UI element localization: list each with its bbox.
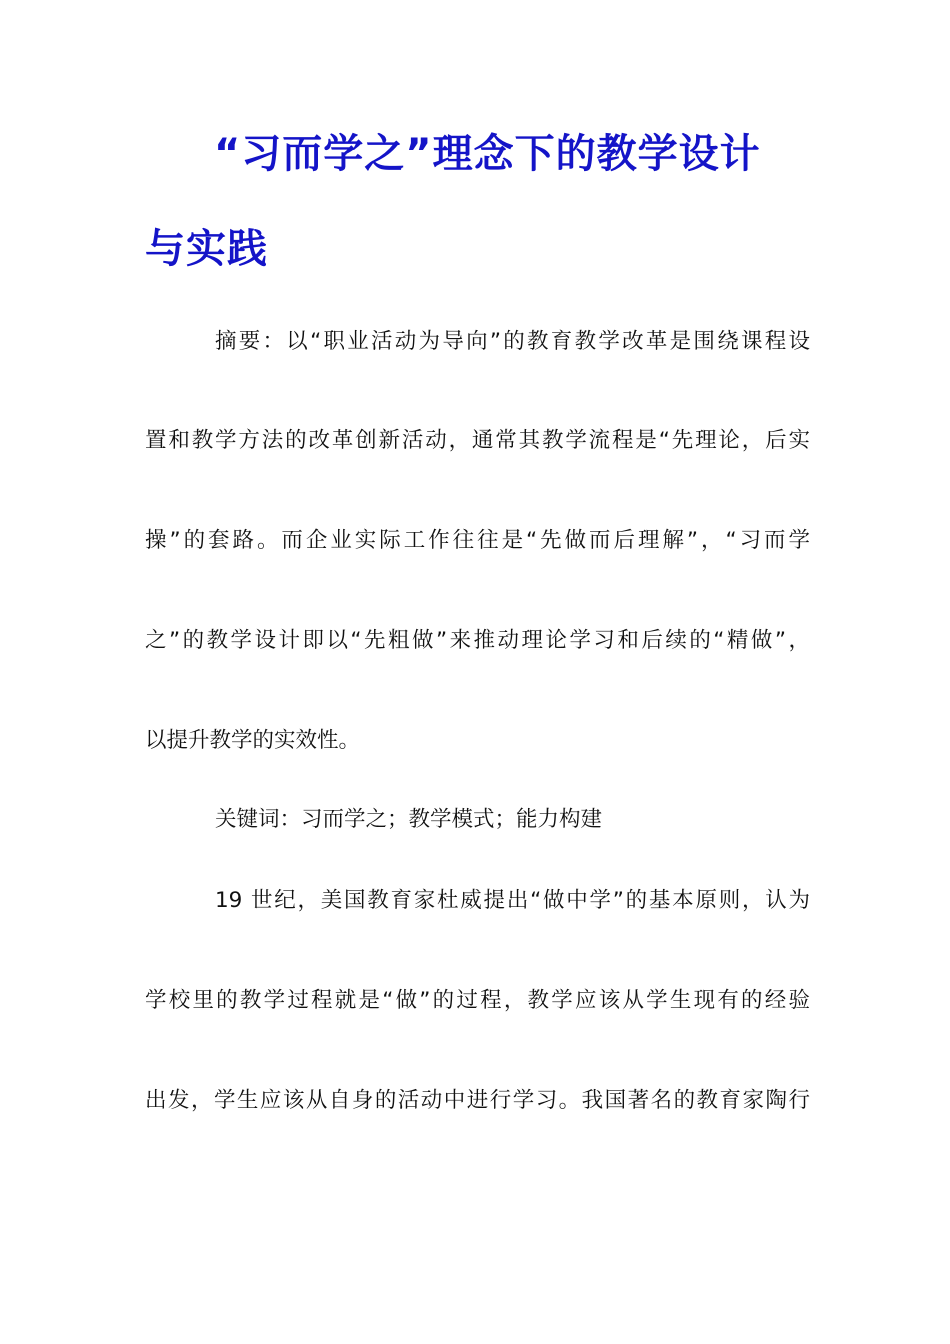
document-title-line-2: 与实践 <box>145 226 268 272</box>
abstract-line-4: 之”的教学设计即以“先粗做”来推动理论学习和后续的“精做”， <box>145 628 810 653</box>
abstract-line-3: 操”的套路。而企业实际工作往往是“先做而后理解”，“习而学 <box>145 528 810 553</box>
intro-line-3: 出发，学生应该从自身的活动中进行学习。我国著名的教育家陶行 <box>145 1088 810 1113</box>
abstract-line-2: 置和教学方法的改革创新活动，通常其教学流程是“先理论，后实 <box>145 428 810 453</box>
keywords-line: 关键词：习而学之；教学模式；能力构建 <box>215 807 603 832</box>
document-title-line-1: “习而学之”理念下的教学设计 <box>214 131 761 177</box>
abstract-line-5: 以提升教学的实效性。 <box>145 728 361 753</box>
intro-line-1: 19 世纪，美国教育家杜威提出“做中学”的基本原则，认为 <box>215 888 810 913</box>
intro-line-2: 学校里的教学过程就是“做”的过程，教学应该从学生现有的经验 <box>145 988 810 1013</box>
abstract-line-1: 摘要：以“职业活动为导向”的教育教学改革是围绕课程设 <box>215 329 810 354</box>
